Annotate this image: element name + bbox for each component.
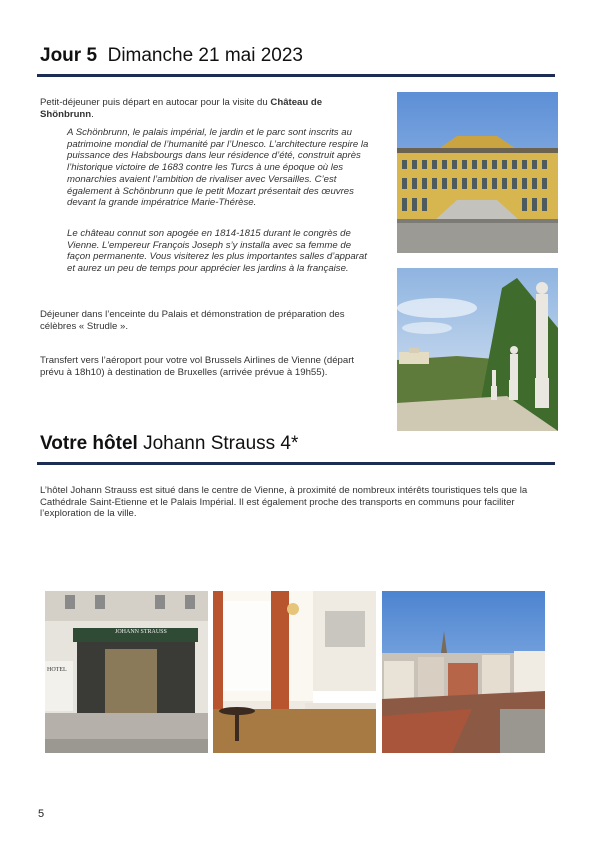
visit-intro-text: Petit-déjeuner puis départ en autocar pour la visite du (40, 97, 268, 108)
hotel-sign: JOHANN STRAUSS (115, 629, 167, 635)
day-date: Dimanche 21 mai 2023 (107, 45, 303, 66)
hotel-room-photo (213, 591, 376, 753)
lunch-text: Déjeuner dans l’enceinte du Palais et démonstration de préparation des célèbres « Strudle ». (40, 309, 345, 332)
schonbrunn-palace-photo (397, 92, 558, 253)
hotel-label: Votre hôtel (40, 433, 138, 454)
page-number: 5 (38, 808, 45, 820)
vienna-view-photo (382, 591, 545, 753)
visit-intro (40, 97, 370, 120)
transfer-text: Transfert vers l’aéroport pour votre vol Brussels Airlines de Vienne (départ prévu à 18h10) à destination de Bruxelles (arrivée prévue à 19h55). (40, 355, 355, 378)
hotel-description: L’hôtel Johann Strauss est situé dans le centre de Vienne, à proximité de nombreux intérêts touristiques tels que la Cathédrale Saint-Etienne et le Palais Impérial. Il est également proche des transports en communs pour faciliter l’exploration de la ville. (40, 485, 528, 520)
visit-quote-2: Le château connut son apogée en 1814-1815 durant le congrès de Vienne. L’empereur François Joseph s’y installa avec sa femme de façon permanente. Vous visiterez les plus importantes salles d’apparat et aurez un peu de temps pour apprécier les jardins à la française. (67, 228, 367, 275)
visit-quote-1: A Schönbrunn, le palais impérial, le jardin et le parc sont inscrits au patrimoine mondial de l’humanité par l’Unesco. L’architecture respire la puissance des Habsbourgs dans leur résidence d’été, construit après l’historique victoire de 1683 contre les Turcs à une époque où les monarchies avaient l’ambition de rivaliser avec Versailles. C’est également à Schönbrunn que le petit Mozart présentait des œuvres devant la grande impératrice Marie-Thérèse. (67, 127, 369, 209)
hotel-name: Johann Strauss 4* (143, 433, 299, 454)
day-heading (40, 45, 303, 67)
schonbrunn-garden-photo (397, 268, 558, 431)
hotel-heading (40, 433, 298, 455)
day-label: Jour 5 (40, 45, 98, 66)
hotel-side-sign: HOTEL (47, 667, 67, 673)
heading-rule (37, 74, 555, 77)
hotel-rule (37, 462, 555, 465)
hotel-entrance-photo (45, 591, 208, 753)
visit-intro-end: . (91, 108, 94, 120)
chateau-name: Château de Shönbrunn (40, 97, 323, 120)
